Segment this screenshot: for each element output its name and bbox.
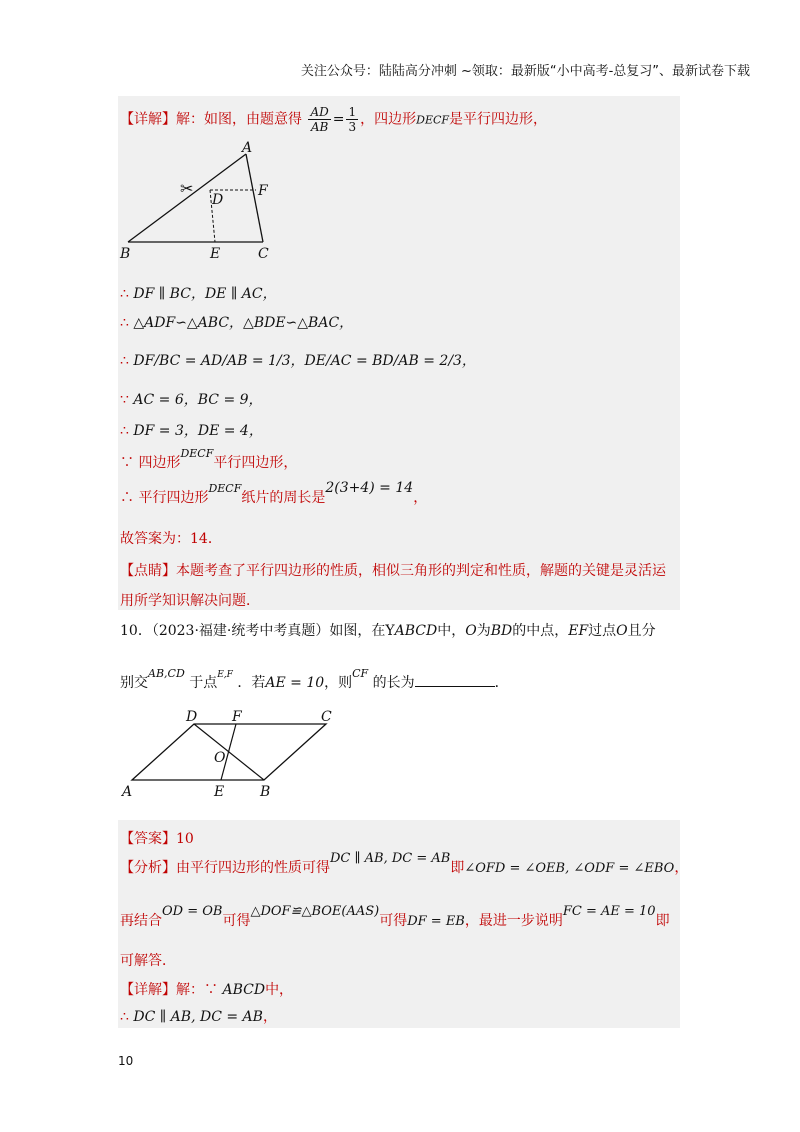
fig1-label-f: F bbox=[258, 183, 268, 199]
comment-line-1: 【点睛】本题考查了平行四边形的性质，相似三角形的判定和性质，解题的关键是灵活运 bbox=[120, 563, 666, 579]
fig2-label-f: F bbox=[232, 709, 242, 725]
question-10-line-2: 别交$^{AB,CD}$ 于点$^{E,F}$ ．若AE = 10，则$^{CF}$ 的长为 ． bbox=[120, 667, 509, 691]
fig1-label-b: B bbox=[120, 246, 131, 262]
fig1-label-d: D bbox=[212, 192, 224, 208]
fraction-ad-ab: $\frac{AD}{AB}$ bbox=[310, 105, 329, 134]
sol9-line-2: ∴ △ADF∽△ABC，△BDE∽△BAC， bbox=[120, 315, 354, 331]
analysis-line-1: 【分析】由平行四边形的性质可得DC ∥ AB, DC = AB即∠OFD = ∠OEB, ∠ODF = ∠EBO， bbox=[120, 851, 689, 876]
fig1-label-a: A bbox=[242, 140, 253, 156]
fig2-label-c: C bbox=[321, 709, 332, 725]
fig2-label-o: O bbox=[214, 750, 226, 766]
fraction-one-third: $\frac{1}{3}$ bbox=[348, 105, 357, 134]
fig1-label-e: E bbox=[210, 246, 221, 262]
detail-10-line-1: 【详解】解：∵ ABCD中， bbox=[120, 982, 294, 998]
fig1-label-c: C bbox=[258, 246, 269, 262]
analysis-line-3: 可解答． bbox=[120, 953, 176, 969]
sol9-line-1: ∴ DF ∥ BC，DE ∥ AC， bbox=[120, 286, 277, 302]
comment-line-2: 用所学知识解决问题． bbox=[120, 593, 260, 609]
sol9-line-5: ∴ DF = 3，DE = 4， bbox=[120, 423, 263, 439]
detail-tag: 【详解】 bbox=[120, 111, 176, 128]
page-header: 关注公众号：陆陆高分冲刺 ~领取：最新版“小中高考-总复习”、最新试卷下载 bbox=[300, 64, 750, 79]
fig2-label-b: B bbox=[260, 784, 271, 800]
parallelogram-figure bbox=[118, 708, 358, 803]
fig2-label-e: E bbox=[214, 784, 225, 800]
fig2-label-a: A bbox=[122, 784, 133, 800]
sol9-line-6: ∵ 四边形$^{DECF}$平行四边形， bbox=[120, 447, 298, 471]
fig2-label-d: D bbox=[186, 709, 198, 725]
question-10-line-1: 10．（2023·福建·统考中考真题）如图，在YABCD中，O为BD的中点，EF过点O且分 bbox=[120, 623, 656, 639]
answer-10-line: 【答案】10 bbox=[120, 831, 194, 847]
analysis-line-2: 再结合OD = OB可得△DOF≌△BOE(AAS)可得DF = EB，最进一步说明FC = AE = 10即 bbox=[120, 904, 670, 929]
sol9-line-7: ∴ 平行四边形$^{DECF}$纸片的周长是2(3+4) = 14， bbox=[120, 480, 428, 506]
sol9-line-3: ∴ DF/BC = AD/AB = 1/3，DE/AC = BD/AB = 2/3， bbox=[120, 353, 476, 369]
detail-line: 【详解】解：如图，由题意得 $\frac{AD}{AB}$ = $\frac{1}{3}$ ，四边形DECF是平行四边形， bbox=[120, 105, 548, 134]
scissor-icon: ✂ bbox=[180, 179, 194, 198]
page-number: 10 bbox=[118, 1054, 134, 1068]
detail-10-line-2: ∴ DC ∥ AB, DC = AB， bbox=[120, 1009, 277, 1025]
answer-line: 故答案为：14． bbox=[120, 531, 222, 547]
triangle-figure bbox=[118, 140, 318, 270]
sol9-line-4: ∵ AC = 6，BC = 9， bbox=[120, 392, 263, 408]
answer-blank[interactable] bbox=[415, 686, 495, 687]
